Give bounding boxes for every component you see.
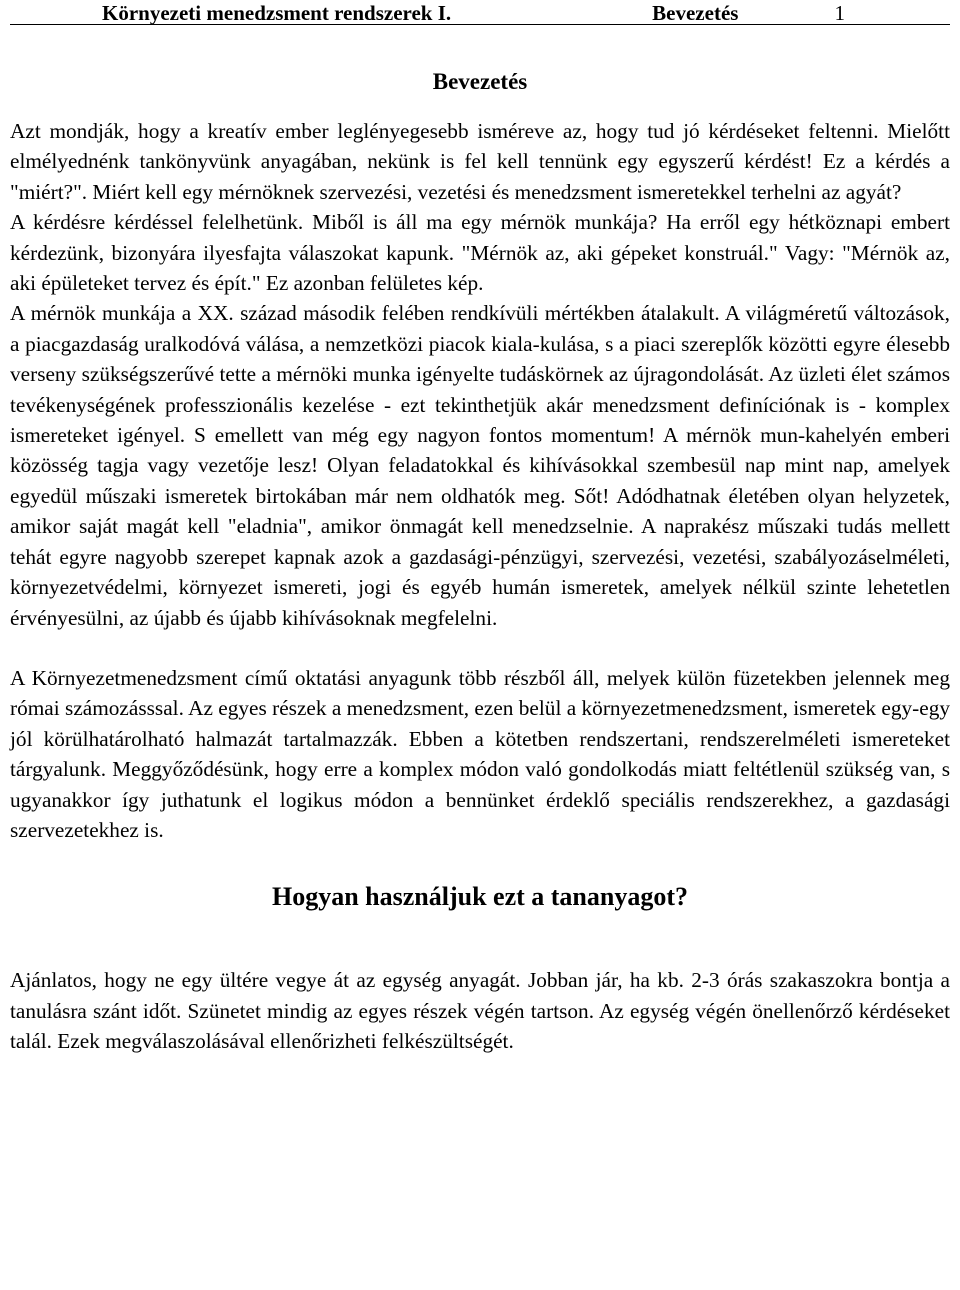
running-header [10, 0, 950, 25]
intro-paragraph-3: A mérnök munkája a XX. század második felében rendkívüli mértékben átalakult. A világméretű változások, a piacgazdaság uralkodóvá válása, a nemzetközi piacok kiala-kulása, s a piaci szereplők közötti egyre élesebb verseny szükségszerűvé tette a mérnöki munka igényelte tudáskörnek az újragondolását. Az üzleti élet számos tevékenységének professzionális kezelése - ezt tekinthetjük akár menedzsment definíciónak is - komplex ismereteket igényel. S emellett van még egy nagyon fontos momentum! A mérnök mun-kahelyén emberi közösség tagja vagy vezetője lesz! Olyan feladatokkal és kihívásokkal szembesül nap mint nap, amelyek egyedül műszaki ismeretek birtokában már nem oldhatók meg. Sőt! Adódhatnak életében olyan helyzetek, amikor saját magát kell "eladnia", amikor önmagát kell menedzselnie. A naprakész műszaki tudás mellett tehát egyre nagyobb szerepet kapnak azok a gazdasági-pénzügyi, szervezési, vezetési, szabályozáselméleti, környezetvédelmi, környezet ismereti, jogi és egyéb humán ismeretek, amelyek nélkül szinte lehetetlen érvényesülni, az újabb és újabb kihívásoknak megfelelni. [10, 301, 950, 630]
paragraph-spacer [10, 633, 950, 663]
heading-spacer [10, 913, 950, 965]
intro-paragraph-4: A Környezetmenedzsment című oktatási anyagunk több részből áll, melyek külön füzetekben jelennek meg római számozásssal. Az egyes részek a menedzsment, ezen belül a környezetmenedzsment, ismeretek egy-egy jól körülhatárolható halmazát tartalmazzák. Ebben a kötetben rendszertani, rendszerelméleti ismereteket tárgyalunk. Meggyőződésünk, hogy erre a komplex módon való gondolkodás miatt feltétlenül szükség van, s ugyanakkor így juthatunk el logikus módon a bennünket érdeklő speciális rendszerekhez, a gazdasági szervezetekhez is. [10, 665, 950, 842]
usage-heading: Hogyan használjuk ezt a tananyagot? [271, 882, 689, 912]
header-page-number: 1 [834, 1, 845, 25]
header-section-name: Bevezetés [652, 1, 739, 25]
usage-paragraph-1: Ajánlatos, hogy ne egy ültére vegye át az egység anyagát. Jobban jár, ha kb. 2-3 órás szakaszokra bontja a tanulásra szánt időt. Szünetet mindig az egyes részek végén tartson. Az egység végén önellenőrző kérdéseket talál. Ezek megválaszolásával ellenőrizheti felkészültségét. [10, 968, 950, 1054]
intro-heading: Bevezetés [432, 69, 528, 94]
header-document-title: Környezeti menedzsment rendszerek I. [102, 1, 452, 25]
intro-paragraph-2: A kérdésre kérdéssel felelhetünk. Miből is áll ma egy mérnök munkája? Ha erről egy hétköznapi embert kérdezünk, bizonyára ilyesfajta válaszokat kapunk. "Mérnök az, aki gépeket konstruál." Vagy: "Mérnök az, aki épületeket tervez és épít." Ez azonban felületes kép. [10, 210, 950, 296]
intro-paragraph-1: Azt mondják, hogy a kreatív ember leglényegesebb isméreve az, hogy tud jó kérdéseket feltenni. Mielőtt elmélyednénk tankönyvünk anyagában, nekünk is fel kell tennünk egy egyszerű kérdést! Ez a kérdés a "miért?". Miért kell egy mérnöknek szervezési, vezetési és menedzsment ismeretekkel terhelni az agyát? [10, 119, 950, 204]
